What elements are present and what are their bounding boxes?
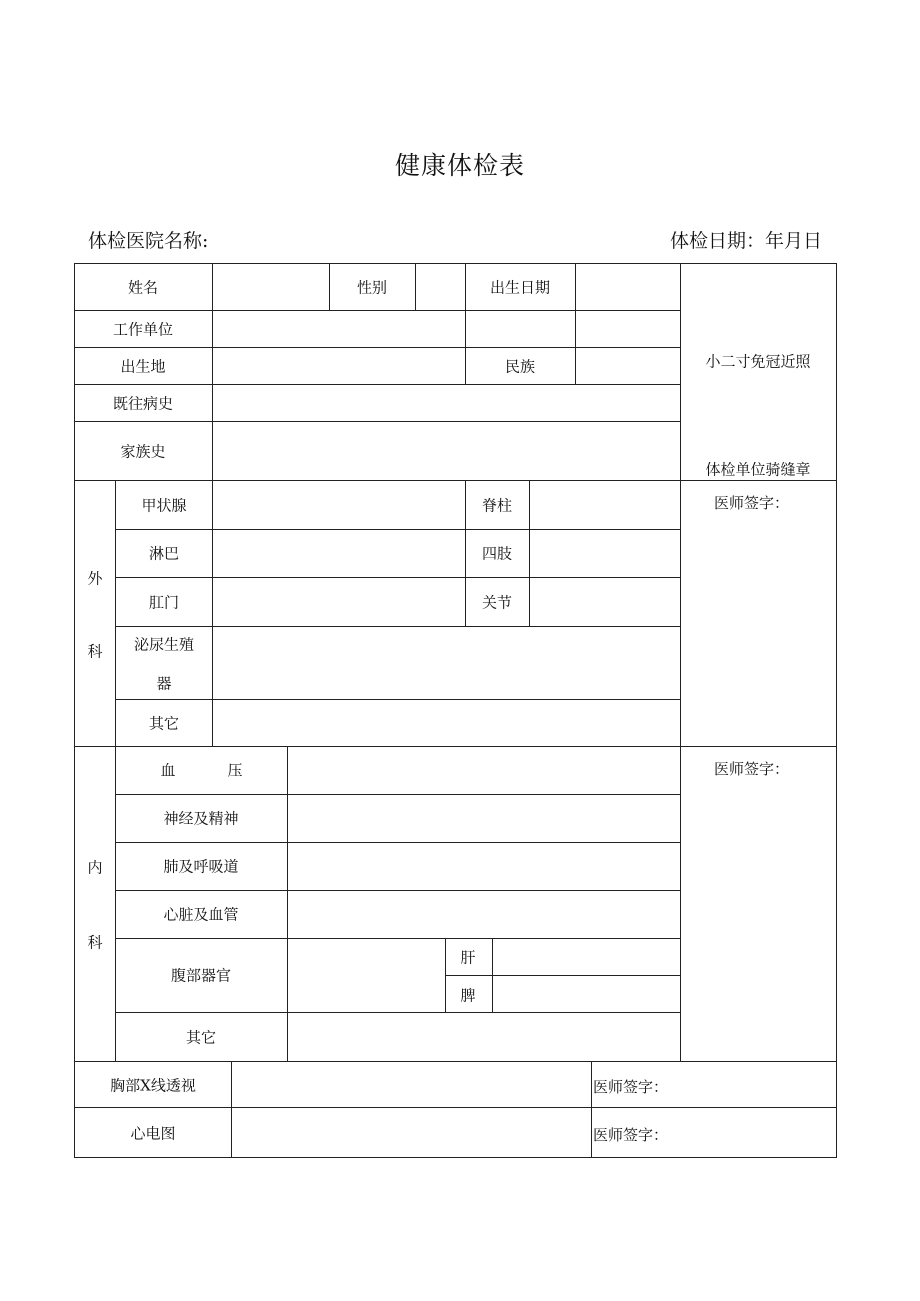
blood-pressure-label-1: 血 bbox=[160, 761, 176, 780]
hospital-name-label: 体检医院名称: bbox=[88, 230, 209, 252]
xray-doctor-sign: 医师签字： bbox=[593, 1078, 669, 1096]
spine-label: 脊柱 bbox=[481, 496, 513, 515]
surgery-other-label: 其它 bbox=[148, 714, 180, 733]
neuro-label: 神经及精神 bbox=[163, 809, 239, 828]
abdomen-label: 腹部器官 bbox=[170, 966, 232, 985]
internal-dept-char-1: 内 bbox=[87, 858, 103, 877]
table-border-bottom bbox=[74, 1157, 837, 1158]
photo-note: 小二寸免冠近照 bbox=[705, 352, 811, 371]
blood-pressure-label-2: 压 bbox=[227, 761, 243, 780]
birthplace-label: 出生地 bbox=[120, 357, 166, 376]
internal-doctor-sign: 医师签字： bbox=[714, 760, 790, 778]
xray-label: 胸部X线透视 bbox=[110, 1076, 196, 1095]
table-border-top bbox=[74, 263, 837, 264]
joints-label: 关节 bbox=[481, 593, 513, 612]
table-border-left bbox=[74, 263, 75, 1158]
name-label: 姓名 bbox=[127, 278, 159, 297]
lymph-label: 淋巴 bbox=[148, 544, 180, 563]
ethnicity-label: 民族 bbox=[504, 357, 536, 376]
liver-label: 肝 bbox=[460, 948, 476, 967]
past-history-label: 既往病史 bbox=[112, 394, 174, 413]
thyroid-label: 甲状腺 bbox=[141, 496, 187, 515]
surgery-dept-char-2: 科 bbox=[87, 642, 103, 661]
lung-label: 肺及呼吸道 bbox=[163, 857, 239, 876]
page-title: 健康体检表 bbox=[394, 151, 525, 180]
exam-date-label: 体检日期：年月日 bbox=[670, 230, 823, 252]
family-history-label: 家族史 bbox=[120, 442, 166, 461]
ecg-label: 心电图 bbox=[130, 1124, 176, 1143]
gender-label: 性别 bbox=[356, 278, 388, 297]
table-border-right bbox=[836, 263, 837, 1158]
limbs-label: 四肢 bbox=[481, 544, 513, 563]
internal-dept-char-2: 科 bbox=[87, 933, 103, 952]
surgery-doctor-sign: 医师签字： bbox=[714, 494, 790, 512]
internal-other-label: 其它 bbox=[185, 1028, 217, 1047]
urogenital-label-line2: 器 bbox=[156, 674, 172, 693]
urogenital-label-line1: 泌尿生殖 bbox=[133, 635, 195, 654]
birth-date-label: 出生日期 bbox=[489, 278, 551, 297]
ecg-doctor-sign: 医师签字： bbox=[593, 1126, 669, 1144]
heart-label: 心脏及血管 bbox=[163, 905, 239, 924]
work-unit-label: 工作单位 bbox=[112, 320, 174, 339]
spleen-label: 脾 bbox=[460, 986, 476, 1005]
anus-label: 肛门 bbox=[148, 593, 180, 612]
surgery-dept-char-1: 外 bbox=[87, 569, 103, 588]
seal-note: 体检单位骑缝章 bbox=[705, 460, 811, 479]
